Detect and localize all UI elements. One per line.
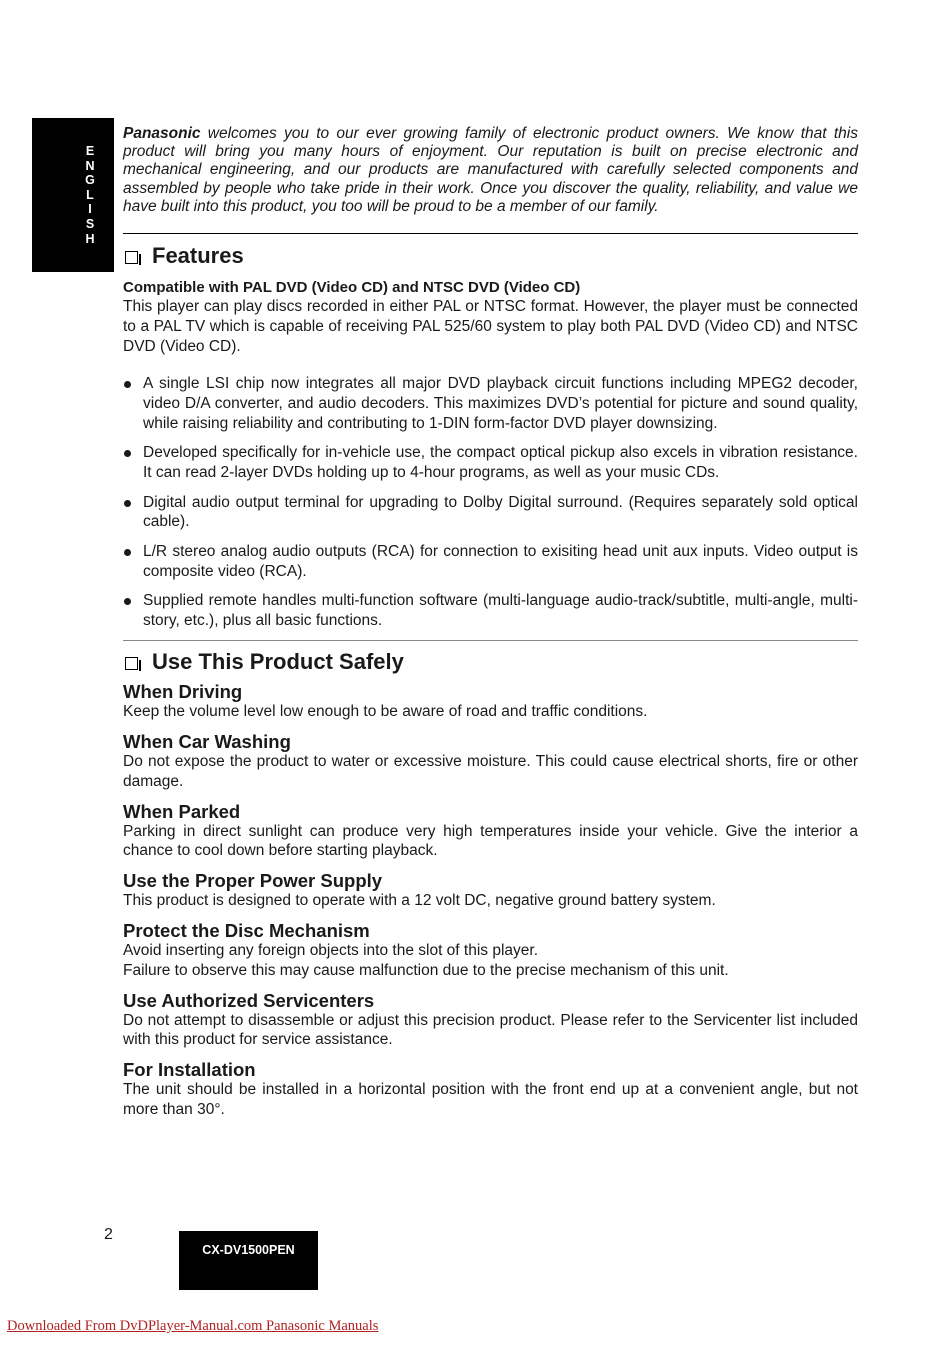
language-tab: [32, 118, 114, 272]
list-item: L/R stereo analog audio outputs (RCA) for connection to exisiting head unit aux inputs. Video output is composite video (RCA).: [123, 542, 858, 582]
section-divider: [123, 640, 858, 641]
compat-title: Compatible with PAL DVD (Video CD) and NTSC DVD (Video CD): [123, 279, 581, 297]
intro-text: welcomes you to our ever growing family of electronic product owners. We know that this product will bring you many hours of enjoyment. Our reputation is built on precise electronic and mechanical engineering, and our products are manufactured with carefully selected components and assembled by people who take pride in their work. Once you discover the quality, reliability, and value we have built into this product, you too will be proud to be a member of our family.: [123, 125, 858, 215]
download-source-link[interactable]: Downloaded From DvDPlayer-Manual.com Panasonic Manuals: [7, 1318, 379, 1334]
safety-item-text: This product is designed to operate with a 12 volt DC, negative ground battery system.: [123, 892, 716, 910]
safety-item-text: Avoid inserting any foreign objects into the slot of this player.: [123, 941, 539, 959]
brand-name: Panasonic: [123, 125, 201, 142]
safety-item-car-washing: [123, 731, 858, 792]
safety-item-text: Failure to observe this may cause malfunction due to the precise mechanism of this unit.: [123, 961, 729, 979]
features-heading: [123, 243, 858, 269]
section-divider: [123, 233, 858, 234]
safety-item-title: Use the Proper Power Supply: [123, 870, 383, 892]
safety-item-title: When Driving: [123, 681, 243, 703]
safety-item-text: Do not expose the product to water or excessive moisture. This could cause electrical shorts, fire or other damage.: [123, 752, 858, 790]
safety-item-text: The unit should be installed in a horizontal position with the front end up at a convenient angle, but not more than 30°.: [123, 1081, 858, 1118]
page-number: 2: [104, 1226, 113, 1243]
safety-item-text: Parking in direct sunlight can produce very high temperatures inside your vehicle. Give the interior a chance to cool down before starting playback.: [123, 822, 858, 860]
safety-item-text: Do not attempt to disassemble or adjust this precision product. Please refer to the Servicenter list included with this product for service assistance.: [123, 1011, 858, 1049]
safety-item-servicenters: [123, 990, 858, 1051]
safety-item-title: When Car Washing: [123, 730, 291, 752]
list-item: Digital audio output terminal for upgrading to Dolby Digital surround. (Requires separately sold optical cable).: [123, 493, 858, 533]
safety-item-title: For Installation: [123, 1059, 256, 1081]
safety-item-title: Use Authorized Servicenters: [123, 989, 375, 1011]
page-content: [123, 125, 858, 1120]
features-list: [123, 374, 858, 630]
safety-item-power-supply: [123, 870, 858, 911]
checkbox-bullet-icon: [125, 251, 138, 264]
safety-item-title: When Parked: [123, 800, 241, 822]
list-item: Supplied remote handles multi-function software (multi-language audio-track/subtitle, multi-angle, multi-story, etc.), plus all basic functions.: [123, 591, 858, 631]
safety-item-disc-mechanism: [123, 920, 858, 981]
bullet-dot-icon: [124, 500, 131, 507]
bullet-dot-icon: [124, 549, 131, 556]
safety-item-driving: [123, 681, 858, 722]
safety-heading: [123, 649, 858, 675]
language-tab-label: E N G L I S H: [85, 144, 95, 246]
list-item: Developed specifically for in-vehicle use, the compact optical pickup also excels in vibration resistance. It can read 2-layer DVDs holding up to 4-hour programs, as well as your music CDs.: [123, 443, 858, 483]
compat-text: This player can play discs recorded in either PAL or NTSC format. However, the player must be connected to a PAL TV which is capable of receiving PAL 525/60 system to play both PAL DVD (Video CD) and NTSC DVD (Video CD).: [123, 298, 858, 355]
checkbox-bullet-icon: [125, 657, 138, 670]
list-item: A single LSI chip now integrates all major DVD playback circuit functions including MPEG2 decoder, video D/A converter, and audio decoders. This maximizes DVD’s potential for picture and sound quality, while raising reliability and contributing to 1-DIN form-factor DVD player downsizing.: [123, 374, 858, 433]
safety-item-title: Protect the Disc Mechanism: [123, 919, 370, 941]
intro-paragraph: [123, 125, 858, 216]
bullet-dot-icon: [124, 381, 131, 388]
features-heading-text: Features: [152, 243, 244, 269]
safety-item-installation: [123, 1059, 858, 1120]
bullet-dot-icon: [124, 598, 131, 605]
safety-item-text: Keep the volume level low enough to be aware of road and traffic conditions.: [123, 703, 648, 721]
safety-item-parked: [123, 801, 858, 862]
bullet-dot-icon: [124, 450, 131, 457]
safety-heading-text: Use This Product Safely: [152, 649, 404, 675]
model-label: CX-DV1500PEN: [179, 1231, 318, 1290]
